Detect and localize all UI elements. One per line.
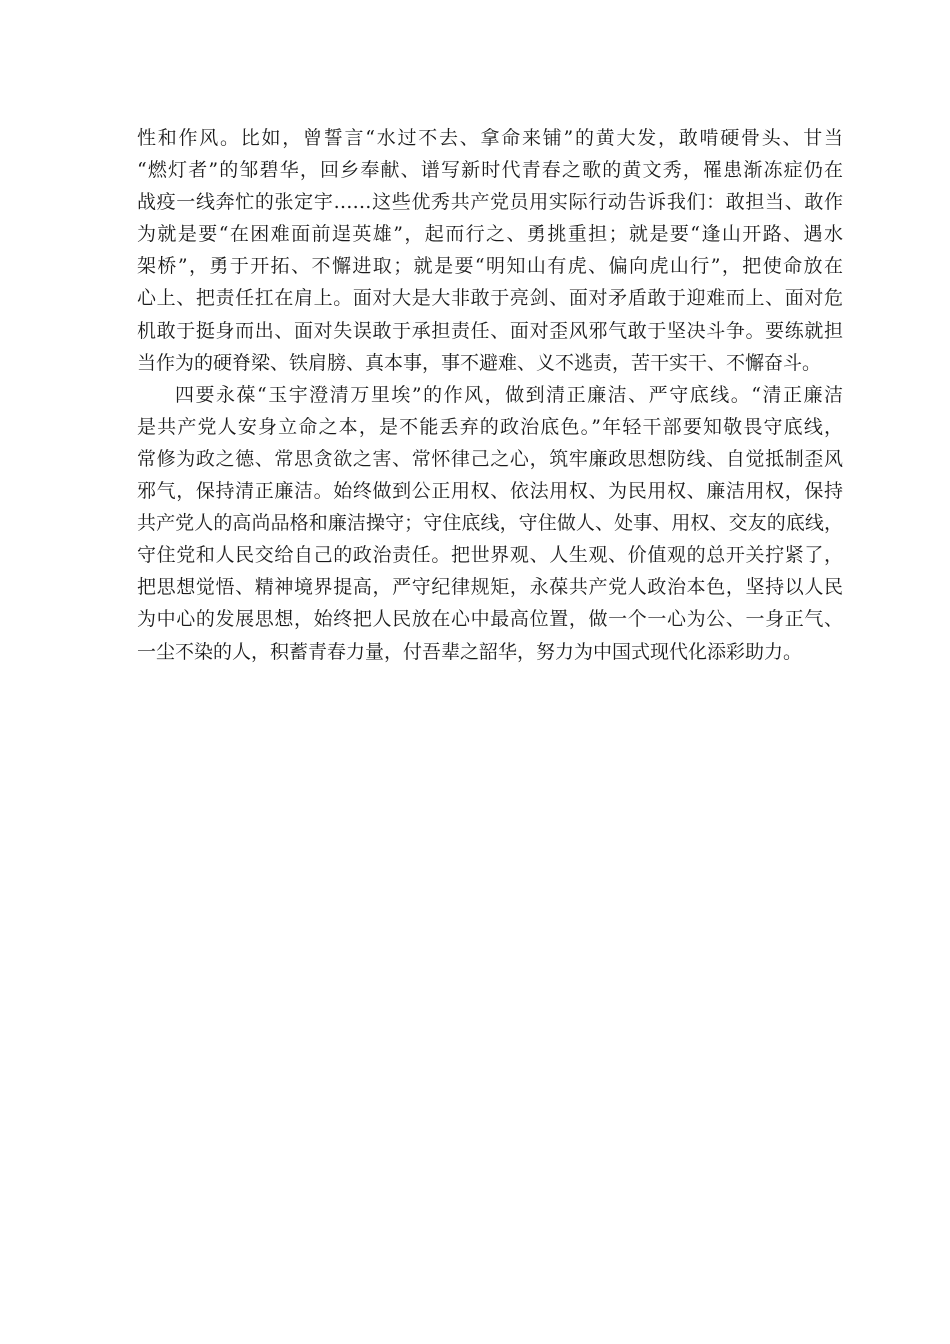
text-line: 当作为的硬脊梁、铁肩膀、真本事，事不避难、义不逃责，苦干实干、不懈奋斗。 xyxy=(137,351,822,374)
text-line: 战疫一线奔忙的张定宇……这些优秀共产党员用实际行动告诉我们：敢担当、敢作 xyxy=(137,191,843,214)
paragraph-1 xyxy=(137,122,843,379)
text-line: “燃灯者”的邹碧华，回乡奉献、谱写新时代青春之歌的黄文秀，罹患渐冻症仍在 xyxy=(137,159,843,182)
text-line: 共产党人的高尚品格和廉洁操守；守住底线，守住做人、处事、用权、交友的底线， xyxy=(137,512,843,535)
paragraph-2 xyxy=(137,379,843,668)
document-body xyxy=(137,122,843,668)
text-line: 邪气，保持清正廉洁。始终做到公正用权、依法用权、为民用权、廉洁用权，保持 xyxy=(137,480,843,503)
text-line: 为中心的发展思想，始终把人民放在心中最高位置，做一个一心为公、一身正气、 xyxy=(137,608,843,631)
text-line: 架桥”，勇于开拓、不懈进取；就是要“明知山有虎、偏向虎山行”，把使命放在 xyxy=(137,255,843,278)
text-line: 心上、把责任扛在肩上。面对大是大非敢于亮剑、面对矛盾敢于迎难而上、面对危 xyxy=(137,287,843,310)
text-line: 机敢于挺身而出、面对失误敢于承担责任、面对歪风邪气敢于坚决斗争。要练就担 xyxy=(137,319,843,342)
text-line: 把思想觉悟、精神境界提高，严守纪律规矩，永葆共产党人政治本色，坚持以人民 xyxy=(137,576,843,599)
text-line: 常修为政之德、常思贪欲之害、常怀律己之心，筑牢廉政思想防线、自觉抵制歪风 xyxy=(137,447,843,470)
text-line: 为就是要“在困难面前逞英雄”，起而行之、勇挑重担；就是要“逢山开路、遇水 xyxy=(137,223,843,246)
text-line: 一尘不染的人，积蓄青春力量，付吾辈之韶华，努力为中国式现代化添彩助力。 xyxy=(137,640,803,663)
text-line: 性和作风。比如，曾誓言“水过不去、拿命来铺”的黄大发，敢啃硬骨头、甘当 xyxy=(137,127,843,149)
text-line: 是共产党人安身立命之本，是不能丢弃的政治底色。”年轻干部要知敬畏守底线， xyxy=(137,415,843,438)
text-line: 守住党和人民交给自己的政治责任。把世界观、人生观、价值观的总开关拧紧了， xyxy=(137,544,843,567)
text-line: 四要永葆“玉宇澄清万里埃”的作风，做到清正廉洁、严守底线。“清正廉洁 xyxy=(175,383,843,406)
